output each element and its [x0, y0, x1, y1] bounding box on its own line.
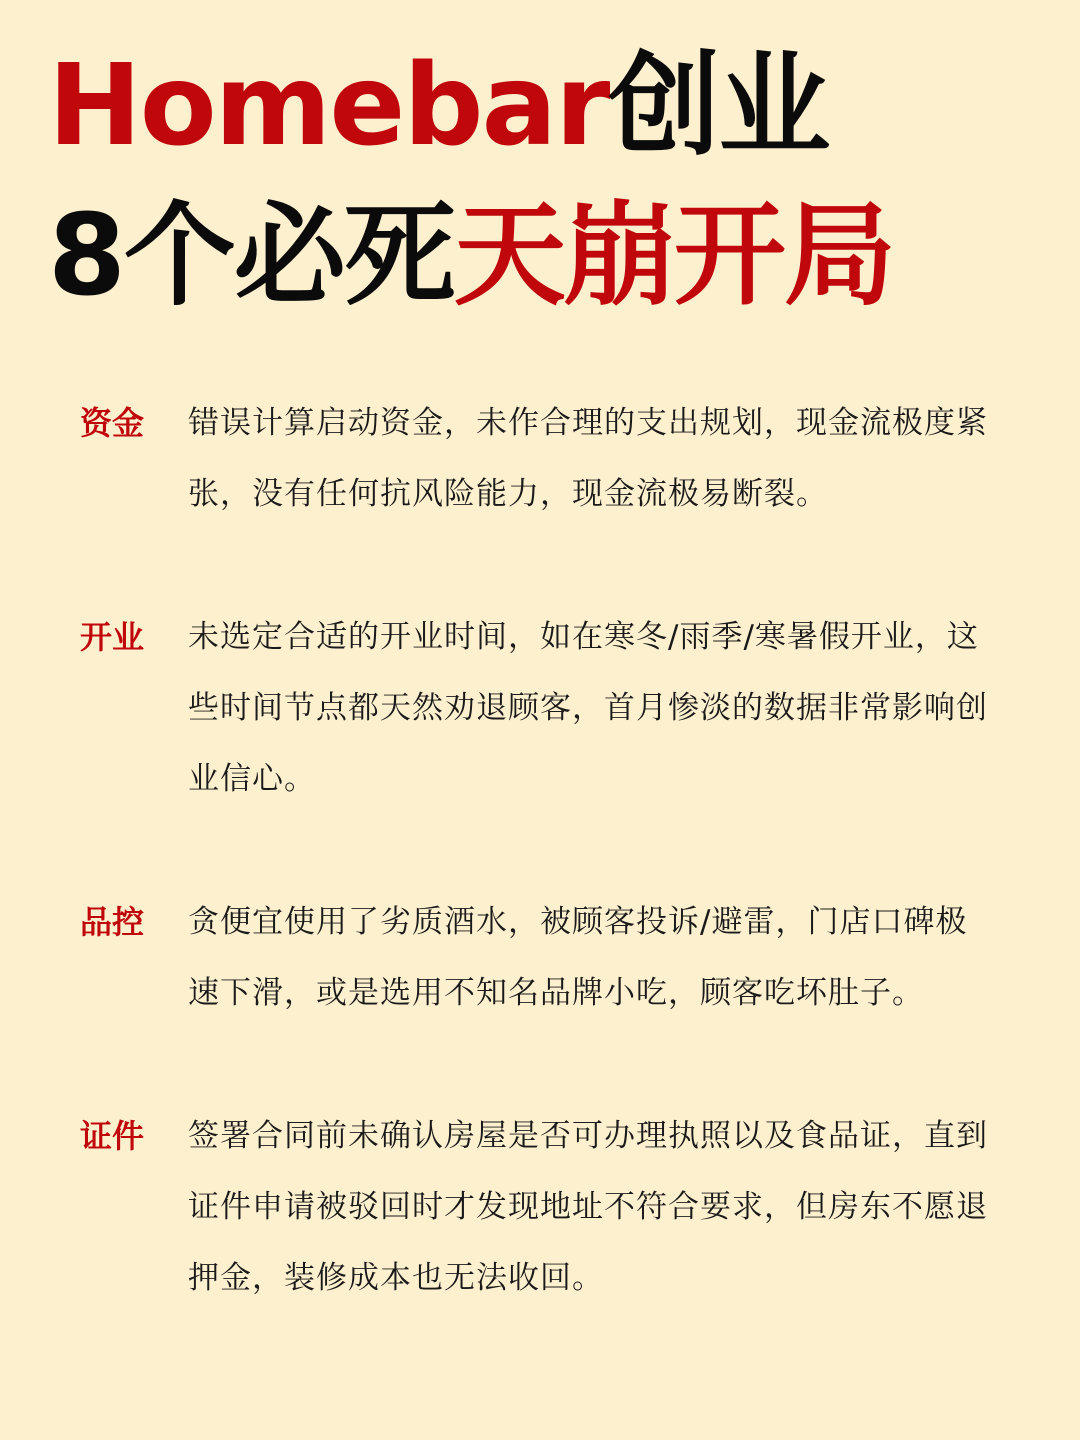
item-text-line: 业信心。 [188, 761, 316, 797]
item-text-line: 错误计算启动资金，未作合理的支出规划，现金流极度紧 [188, 405, 988, 441]
list-item-funds [80, 388, 1030, 530]
title-startup: 创业 [608, 41, 829, 171]
item-list [80, 388, 1030, 1314]
title-brand: Homebar [48, 41, 609, 171]
item-text-line: 贪便宜使用了劣质酒水，被顾客投诉/避雷，门店口碑极 [188, 904, 968, 940]
list-item-quality-control [80, 887, 1030, 1029]
item-description [188, 1101, 1030, 1314]
item-text-line: 张，没有任何抗风险能力，现金流极易断裂。 [188, 476, 828, 512]
item-text-line: 押金，装修成本也无法收回。 [188, 1260, 604, 1296]
item-description [188, 887, 1030, 1029]
item-label: 开业 [80, 618, 145, 656]
item-text-line: 签署合同前未确认房屋是否可办理执照以及食品证，直到 [188, 1118, 988, 1154]
item-text-line: 些时间节点都天然劝退顾客，首月惨淡的数据非常影响创 [188, 690, 988, 726]
item-description [188, 388, 1030, 530]
item-text-line: 速下滑，或是选用不知名品牌小吃，顾客吃坏肚子。 [188, 975, 924, 1011]
item-text-line: 未选定合适的开业时间，如在寒冬/雨季/寒暑假开业，这 [188, 619, 979, 655]
title-eight-deadly: 8个必死 [48, 191, 454, 321]
item-description [188, 602, 1030, 815]
title-line-2 [48, 186, 894, 326]
item-label: 资金 [80, 404, 145, 442]
list-item-licenses [80, 1101, 1030, 1314]
title-disaster-start: 天崩开局 [453, 191, 894, 321]
list-item-opening [80, 602, 1030, 815]
item-label: 证件 [80, 1117, 145, 1155]
item-text-line: 证件申请被驳回时才发现地址不符合要求，但房东不愿退 [188, 1189, 988, 1225]
title-line-1 [48, 36, 828, 176]
item-label: 品控 [80, 903, 145, 941]
